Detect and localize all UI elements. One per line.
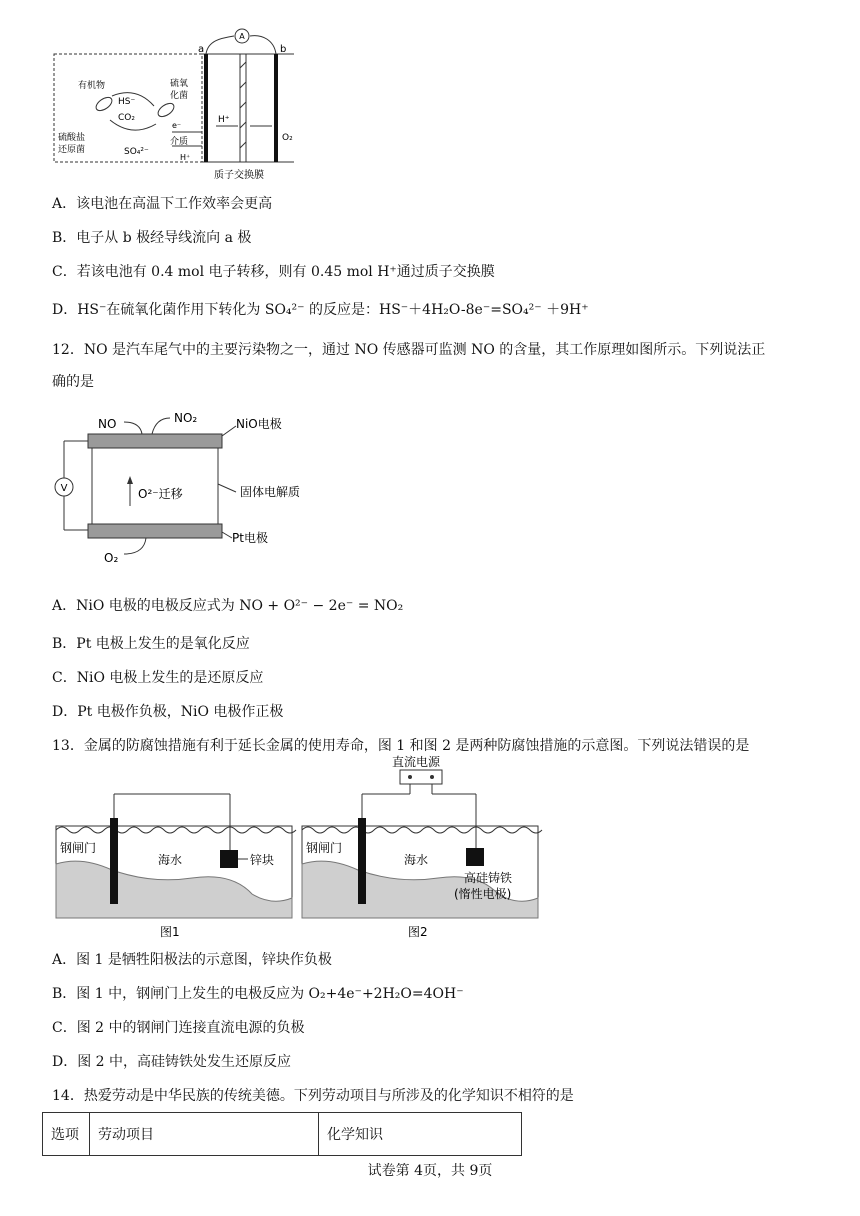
svg-text:图2: 图2 bbox=[408, 925, 428, 939]
dc-power-source bbox=[400, 770, 442, 784]
q11-cell-diagram bbox=[52, 28, 312, 180]
svg-text:O₂: O₂ bbox=[282, 133, 293, 143]
svg-text:化菌: 化菌 bbox=[170, 91, 189, 101]
svg-text:H⁺: H⁺ bbox=[218, 115, 230, 125]
zinc-block bbox=[220, 850, 238, 868]
q11-option-b: B．电子从 b 极经导线流向 a 极 bbox=[52, 230, 252, 246]
svg-text:硫氧: 硫氧 bbox=[170, 79, 189, 89]
svg-text:O₂: O₂ bbox=[104, 551, 119, 565]
q12-option-d: D．Pt 电极作负极，NiO 电极作正极 bbox=[52, 704, 284, 720]
q14-stem: 14．热爱劳动是中华民族的传统美德。下列劳动项目与所涉及的化学知识不相符的是 bbox=[52, 1088, 574, 1104]
q11-option-c: C．若该电池有 0.4 mol 电子转移，则有 0.45 mol H⁺通过质子交换膜 bbox=[52, 264, 495, 280]
svg-text:高硅铸铁: 高硅铸铁 bbox=[464, 871, 513, 885]
svg-text:A: A bbox=[239, 32, 245, 41]
figure-1 bbox=[56, 794, 296, 939]
svg-text:HS⁻: HS⁻ bbox=[118, 97, 136, 107]
svg-text:质子交换膜: 质子交换膜 bbox=[214, 170, 264, 181]
svg-text:b: b bbox=[280, 44, 287, 55]
svg-text:Pt电极: Pt电极 bbox=[232, 531, 268, 545]
svg-text:硫酸盐: 硫酸盐 bbox=[58, 133, 86, 143]
nio-electrode bbox=[88, 434, 222, 448]
high-silicon-iron bbox=[466, 848, 484, 866]
q13-option-a: A．图 1 是牺牲阳极法的示意图，锌块作负极 bbox=[52, 952, 332, 968]
pt-electrode bbox=[88, 524, 222, 538]
svg-text:锌块: 锌块 bbox=[250, 853, 275, 867]
svg-text:SO₄²⁻: SO₄²⁻ bbox=[124, 147, 149, 157]
svg-text:图1: 图1 bbox=[160, 925, 180, 939]
svg-text:固体电解质: 固体电解质 bbox=[240, 485, 301, 499]
q12-sensor-diagram bbox=[52, 408, 332, 568]
steel-gate-2 bbox=[358, 818, 366, 904]
svg-text:钢闸门: 钢闸门 bbox=[60, 841, 97, 855]
solid-electrolyte bbox=[92, 448, 218, 524]
svg-text:海水: 海水 bbox=[158, 853, 183, 867]
svg-text:NiO电极: NiO电极 bbox=[236, 417, 282, 431]
svg-text:e⁻: e⁻ bbox=[172, 121, 182, 130]
svg-text:H⁺: H⁺ bbox=[180, 153, 191, 162]
page-footer: 试卷第 4页，共 9页 bbox=[367, 1163, 493, 1179]
svg-text:CO₂: CO₂ bbox=[118, 113, 135, 123]
q13-option-c: C．图 2 中的钢闸门连接直流电源的负极 bbox=[52, 1020, 305, 1036]
electrode-b bbox=[274, 54, 278, 162]
q13-option-d: D．图 2 中，高硅铸铁处发生还原反应 bbox=[52, 1054, 292, 1070]
header-option: 选项 bbox=[43, 1113, 90, 1156]
q12-option-a: A．NiO 电极的电极反应式为 NO + O²⁻ − 2e⁻ = NO₂ bbox=[52, 598, 404, 614]
svg-text:O²⁻迁移: O²⁻迁移 bbox=[138, 487, 183, 501]
svg-text:NO₂: NO₂ bbox=[174, 411, 198, 425]
header-chem-knowledge: 化学知识 bbox=[319, 1113, 522, 1156]
figure-2 bbox=[302, 754, 542, 939]
q13-protection-diagram bbox=[52, 755, 552, 940]
svg-text:钢闸门: 钢闸门 bbox=[306, 841, 343, 855]
svg-text:(惰性电极): (惰性电极) bbox=[454, 887, 512, 901]
q12-stem-line1: 12．NO 是汽车尾气中的主要污染物之一，通过 NO 传感器可监测 NO 的含量，其工作原理如图所示。下列说法正 bbox=[52, 342, 766, 358]
svg-text:还原菌: 还原菌 bbox=[58, 145, 86, 155]
q12-option-b: B．Pt 电极上发生的是氧化反应 bbox=[52, 636, 250, 652]
q12-stem-line2: 确的是 bbox=[52, 374, 94, 390]
q13-option-b: B．图 1 中，钢闸门上发生的电极反应为 O₂+4e⁻+2H₂O=4OH⁻ bbox=[52, 986, 464, 1002]
q13-stem: 13．金属的防腐蚀措施有利于延长金属的使用寿命，图 1 和图 2 是两种防腐蚀措施的示意图。下列说法错误的是 bbox=[52, 738, 750, 754]
header-labor-item: 劳动项目 bbox=[90, 1113, 319, 1156]
steel-gate-1 bbox=[110, 818, 118, 904]
svg-text:海水: 海水 bbox=[404, 853, 429, 867]
svg-text:有机物: 有机物 bbox=[78, 81, 106, 91]
svg-text:V: V bbox=[60, 483, 68, 494]
svg-text:NO: NO bbox=[98, 417, 117, 431]
q11-option-a: A．该电池在高温下工作效率会更高 bbox=[52, 196, 273, 212]
q12-option-c: C．NiO 电极上发生的是还原反应 bbox=[52, 670, 264, 686]
electrode-a bbox=[204, 54, 208, 162]
table-header-row bbox=[43, 1113, 522, 1156]
q14-table bbox=[42, 1112, 522, 1156]
svg-text:直流电源: 直流电源 bbox=[392, 755, 441, 769]
q11-option-d: D．HS⁻在硫氧化菌作用下转化为 SO₄²⁻ 的反应是：HS⁻＋4H₂O-8e⁻=SO₄²⁻ ＋9H⁺ bbox=[52, 302, 589, 318]
svg-text:介质: 介质 bbox=[170, 137, 189, 147]
svg-text:a: a bbox=[198, 44, 205, 55]
